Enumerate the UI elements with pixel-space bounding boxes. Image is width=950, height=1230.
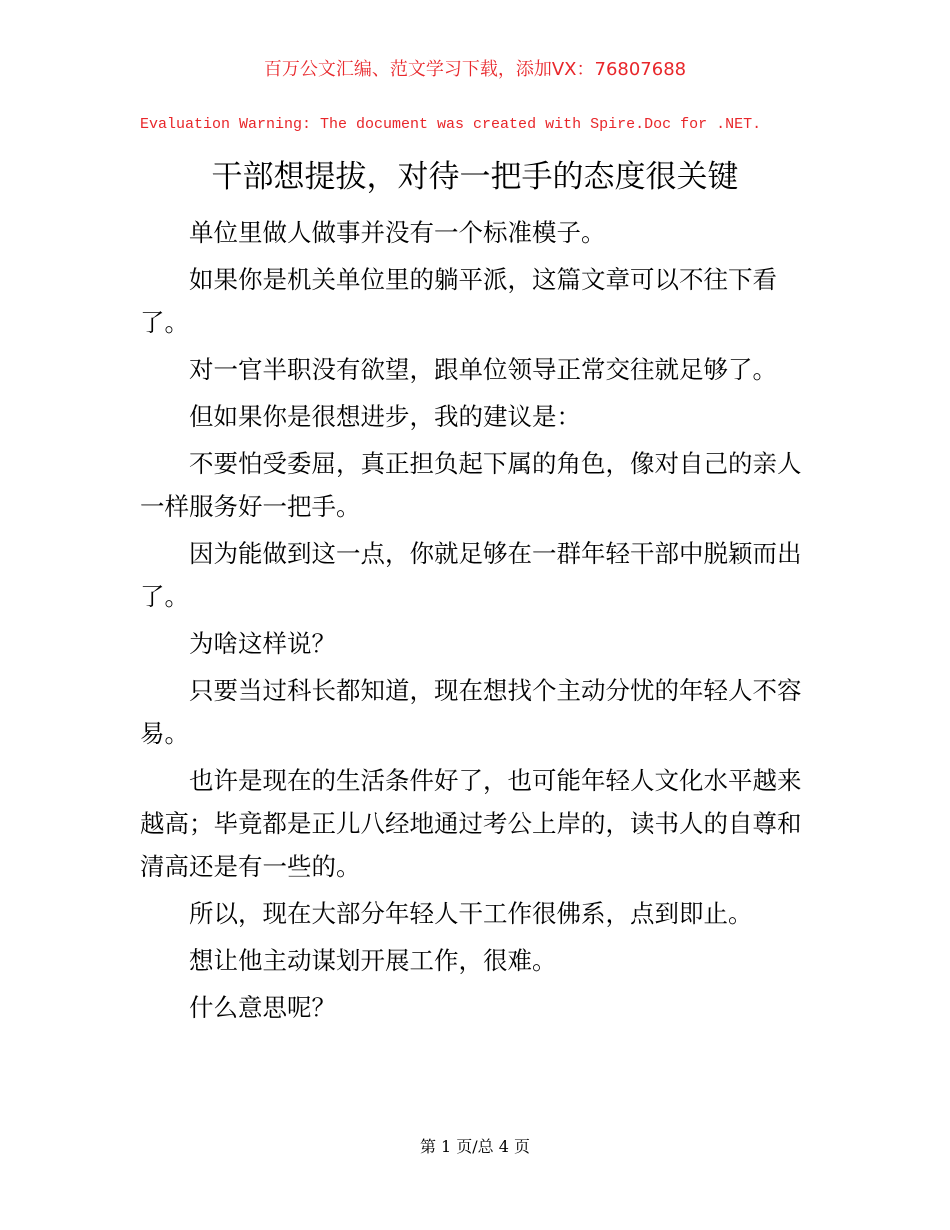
page-indicator: 第 1 页/总 4 页 [419, 1137, 531, 1156]
paragraph: 如果你是机关单位里的躺平派，这篇文章可以不往下看了。 [140, 265, 777, 337]
evaluation-warning: Evaluation Warning: The document was created with Spire.Doc for .NET. [140, 116, 762, 133]
paragraph: 所以，现在大部分年轻人干工作很佛系，点到即止。 [189, 899, 753, 928]
paragraph: 对一官半职没有欲望，跟单位领导正常交往就足够了。 [189, 355, 777, 384]
document-title: 干部想提拔，对待一把手的态度很关键 [211, 159, 739, 195]
paragraph: 为啥这样说？ [189, 629, 336, 658]
paragraph: 想让他主动谋划开展工作，很难。 [189, 946, 557, 975]
paragraph: 单位里做人做事并没有一个标准模子。 [189, 218, 606, 247]
document-body [140, 211, 816, 1033]
paragraph: 也许是现在的生活条件好了，也可能年轻人文化水平越来越高；毕竟都是正儿八经地通过考公上岸的，读书人的自尊和清高还是有一些的。 [140, 766, 802, 881]
paragraph: 因为能做到这一点，你就足够在一群年轻干部中脱颖而出了。 [140, 539, 802, 611]
paragraph: 但如果你是很想进步，我的建议是： [189, 402, 581, 431]
paragraph: 什么意思呢？ [189, 993, 336, 1022]
paragraph: 只要当过科长都知道，现在想找个主动分忧的年轻人不容易。 [140, 676, 802, 748]
paragraph: 不要怕受委屈，真正担负起下属的角色，像对自己的亲人一样服务好一把手。 [140, 449, 802, 521]
header-banner: 百万公文汇编、范文学习下载，添加VX：76807688 [263, 59, 687, 80]
